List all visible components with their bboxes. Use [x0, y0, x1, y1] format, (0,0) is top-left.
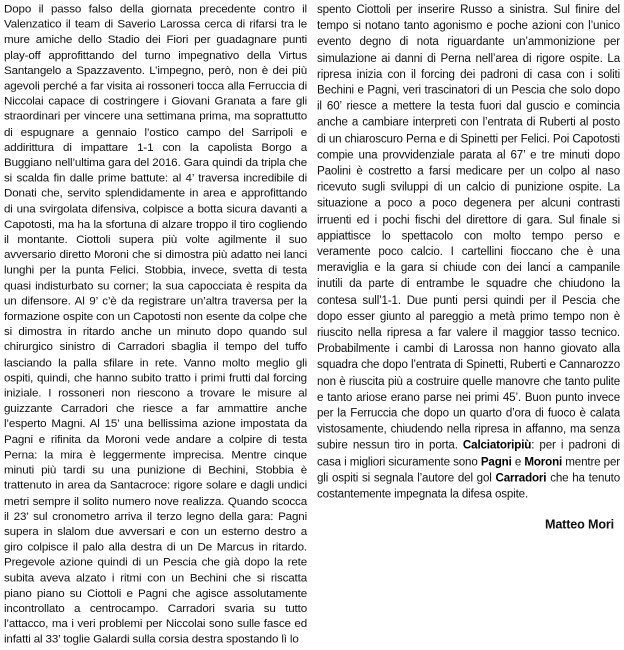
article-body-right: spento Ciottoli per inserire Russo a sinistra. Sul finire del tempo si notano tanto agonismo e poche azioni con l’unico evento degno di nota riguardante un’ammonizione per simulazione ai danni di Perna nell’area di rigore ospite. La ripresa inizia con il forcing dei padroni di casa con i soliti Bechini e Pagni, veri trascinatori di un Pescia che solo dopo il 60’ riesce a mettere la testa fuori dal guscio e comincia anche a cambiare interpreti con l’entrata di Ruberti al posto di un chiaroscuro Perna e di Spinetti per Felici. Poi Capotosti compie una provvidenziale parata al 67’ e tre minuti dopo Paolini è costretto a farsi medicare per un colpo al naso ricevuto sugli sviluppi di un calcio di punizione ospite. La situazione a poco a poco degenera per alcuni contrasti irruenti ed i pochi fischi del direttore di gara. Sul finale si appiattisce lo spettacolo con molto tempo perso e veramente poco calcio. I cartellini fioccano che è una meraviglia e la gara si chiude con dei lanci a campanile inutili da parte di entrambe le squadre che chiudono la contesa sull’1-1. Due punti persi quindi per il Pescia che dopo esser giunto al pareggio a metà primo tempo non è riuscito nella ripresa a far valere il maggior tasso tecnico. Probabilmente i cambi di Larossa non hanno giovato alla squadra che dopo l’entrata di Spinetti, Ruberti e Cannarozzo non è riuscita più a costruire quelle manovre che tanto pulite e tanto ariose erano parse nei primi 45’. Buon punto invece per la Ferruccia che dopo un quarto d’ora di fuoco è calata vistosamente, chiudendo nella ripresa in affanno, ma senza subire nessun tiro in porta. [317, 2, 620, 453]
text-fragment: che ha tenuto costantemente impegnata la difesa ospite. [317, 471, 620, 501]
text-fragment: mentre per gli ospiti si segnala l’autore del gol [317, 455, 620, 485]
article-column-right [317, 2, 620, 648]
player-name-carradori: Carradori [495, 471, 547, 485]
article-text-left: Dopo il passo falso della giornata precedente contro il Valenzatico il team di Saverio Larossa cerca di rifarsi tra le mure amiche dello Stadio dei Fiori per guadagnare punti play-off approfittando del turno impegnativo della Virtus Santangelo a Spazzavento. L’impegno, però, non è dei più agevoli perché a far visita ai rossoneri tocca alla Ferruccia di Niccolai capace di costringere i Giovani Granata a fare gli straordinari per vincere una settimana prima, ma soprattutto di espugnare a gennaio l’ostico campo del Sarripoli e addirittura di impattare 1-1 con la capolista Borgo a Buggiano nell’ultima gara del 2016. Gara quindi da tripla che si scalda fin dalle prime battute: al 4’ traversa incredibile di Donati che, servito splendidamente in area e approfittando di una svirgolata difensiva, colpisce a botta sicura davanti a Capotosti, ma ha la sfortuna di alzare troppo il tiro cogliendo il montante. Ciottoli supera più volte agilmente il suo avversario diretto Moroni che si dimostra più adatto nei lanci lunghi per la punta Felici. Stobbia, invece, svetta di testa quasi indisturbato su corner; la sua capocciata è respita da un difensore. Al 9’ c’è da registrare un’altra traversa per la formazione ospite con un Capotosti non esente da colpe che si dimostra in ritardo anche un minuto dopo quando sul chirurgico sinistro di Carradori sbaglia il tempo del tuffo lasciando la palla sfilare in rete. Vanno molto meglio gli ospiti, quindi, che hanno subito tratto i primi frutti dal forcing iniziale. I rossoneri non riescono a trovare le misure al guizzante Carradori che riesce a far ammattire anche l’esperto Magni. Al 15’ una bellissima azione impostata da Pagni e rifinita da Moroni vede andare a colpire di testa Perna: la mira è leggermente imprecisa. Mentre cinque minuti più tardi su una punizione di Bechini, Stobbia è trattenuto in area da Santacroce: rigore solare e dagli undici metri sempre il solito numero nove realizza. Quando scocca il 23’ sul cronometro arriva il terzo legno della gara: Pagni supera in slalom due avversari e con un esterno destro a giro colpisce il palo alla destra di un De Marcus in ritardo. Pregevole azione quindi di un Pescia che già dopo la rete subita aveva alzato i ritmi con un Bechini che si riscatta piano piano su Ciottoli e Pagni che agisce assolutamente incontrollato a centrocampo. Carradori svaria su tutto l’attacco, ma i veri problemi per Niccolai sono sulle fasce ed infatti al 33’ toglie Galardi sulla corsia destra spostando lì lo [4, 2, 307, 646]
text-fragment: : per i padroni di casa i migliori sicuramente sono [317, 439, 620, 469]
article-text-right [317, 2, 620, 503]
author-signature: Matteo Mori [544, 517, 614, 532]
player-name-moroni: Moroni [524, 455, 563, 469]
section-label-calciatoripiu: Calciatoripiù [462, 439, 532, 453]
text-fragment: e [511, 455, 525, 469]
article-column-left [4, 2, 307, 646]
player-name-pagni: Pagni [480, 455, 512, 469]
